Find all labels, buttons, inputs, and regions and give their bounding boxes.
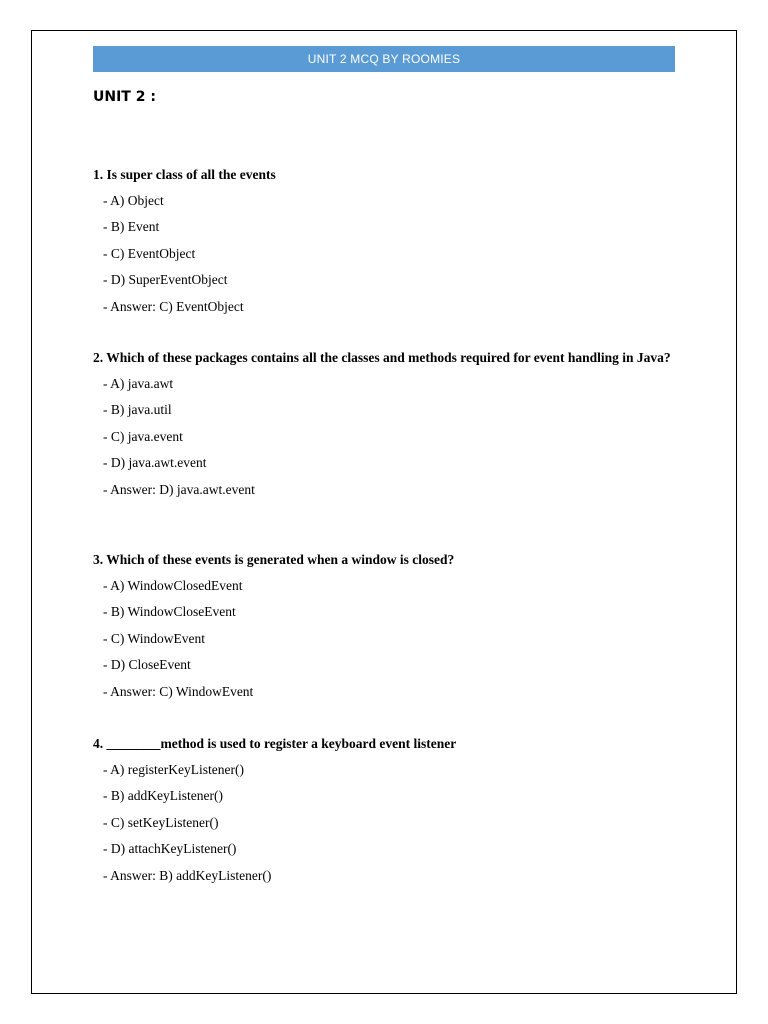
option-list (93, 761, 675, 893)
option-b: - B) java.util (103, 402, 172, 418)
option-c: - C) WindowEvent (103, 630, 205, 646)
question-block (93, 349, 675, 507)
answer-line: - Answer: C) WindowEvent (103, 683, 254, 699)
option-b: - B) addKeyListener() (103, 788, 223, 804)
option-a: - A) WindowClosedEvent (103, 578, 243, 593)
answer-line: - Answer: C) EventObject (103, 298, 244, 314)
option-list (93, 375, 675, 507)
unit-title: UNIT 2 : (93, 89, 156, 105)
option-list (93, 192, 675, 324)
question-block (93, 166, 675, 324)
question-text: 4. ________method is used to register a keyboard event listener (93, 736, 457, 751)
option-d: - D) java.awt.event (103, 455, 207, 471)
option-a: - A) registerKeyListener() (103, 762, 244, 777)
question-text: 3. Which of these events is generated when a window is closed? (93, 552, 455, 567)
option-c: - C) setKeyListener() (103, 814, 219, 830)
option-b: - B) WindowCloseEvent (103, 604, 236, 620)
option-c: - C) java.event (103, 428, 183, 444)
question-block (93, 735, 675, 893)
answer-line: - Answer: D) java.awt.event (103, 481, 255, 497)
option-d: - D) attachKeyListener() (103, 841, 237, 857)
option-b: - B) Event (103, 219, 160, 235)
option-d: - D) CloseEvent (103, 657, 191, 673)
option-list (93, 577, 675, 709)
option-a: - A) java.awt (103, 376, 174, 391)
header-banner: UNIT 2 MCQ BY ROOMIES (93, 46, 675, 72)
option-a: - A) Object (103, 193, 164, 208)
question-block (93, 551, 675, 709)
option-d: - D) SuperEventObject (103, 272, 228, 288)
question-text: 2. Which of these packages contains all the classes and methods required for event handling in Java? (93, 350, 671, 365)
question-text: 1. Is super class of all the events (93, 167, 276, 182)
answer-line: - Answer: B) addKeyListener() (103, 867, 272, 883)
option-c: - C) EventObject (103, 245, 196, 261)
